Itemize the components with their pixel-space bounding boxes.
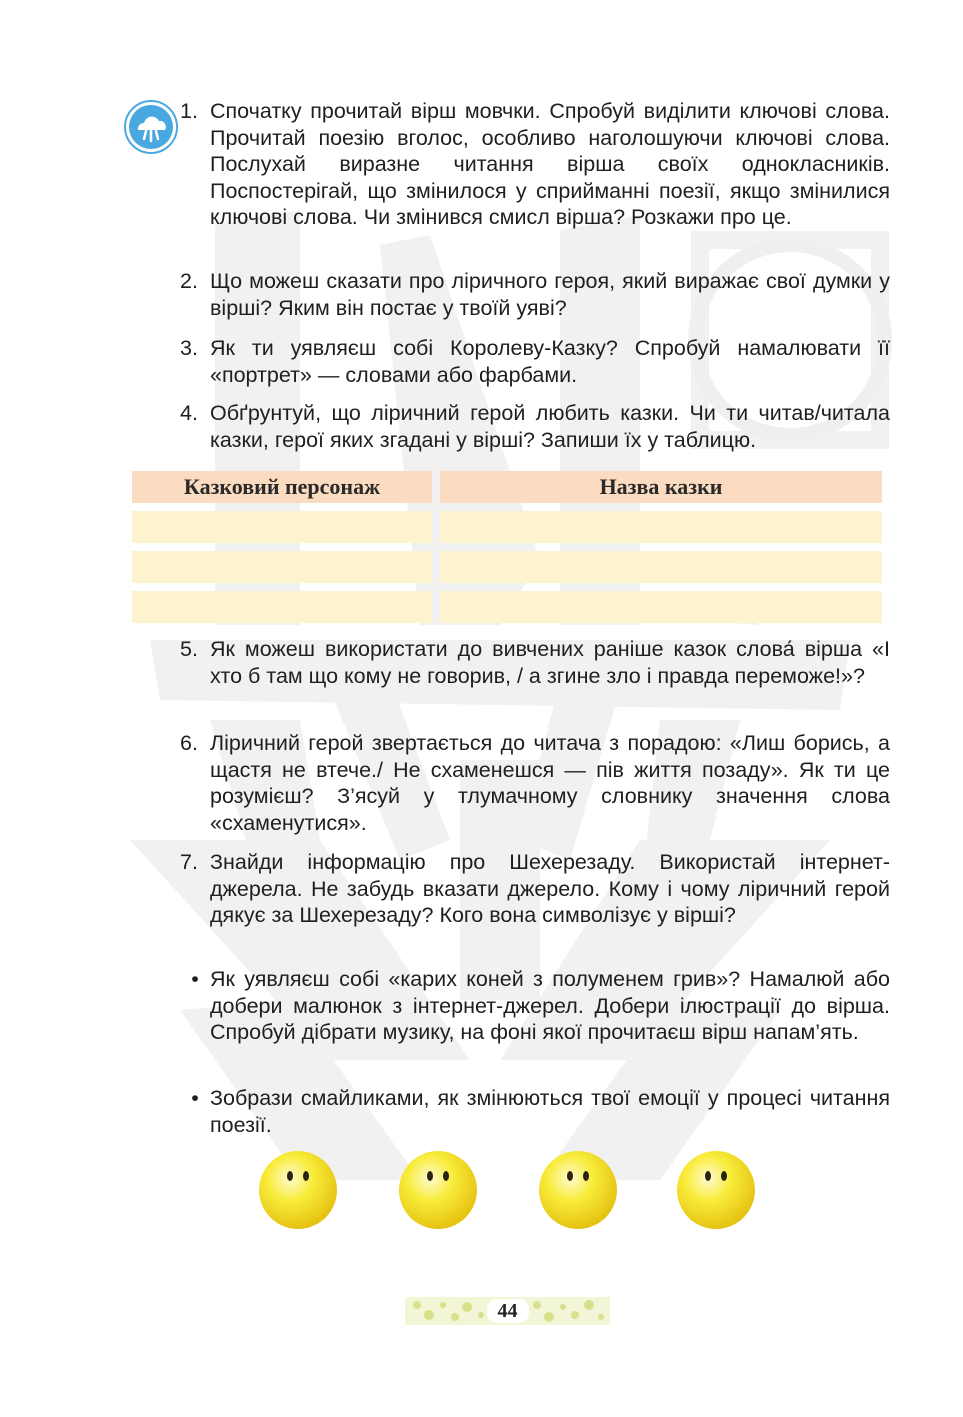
table-header-row	[132, 471, 882, 503]
table-cell[interactable]	[440, 511, 882, 543]
task-2	[180, 268, 890, 321]
bullet-marker: •	[191, 1086, 199, 1110]
task-7	[180, 849, 890, 929]
task-1	[180, 98, 890, 231]
task-number: 5.	[180, 637, 198, 661]
task-5	[180, 636, 890, 689]
table-cell[interactable]	[132, 591, 432, 623]
table-cell[interactable]	[440, 591, 882, 623]
fairy-tale-table	[132, 471, 882, 623]
task-text: Спочатку прочитай вірш мовчки. Спробуй виділити ключові слова. Прочитай поезію вголос, особливо наголошуючи ключові слова. Послухай виразне читання вірша своїх однокласників. Поспостерігай, що змінилося у сприйманні поезії, якщо змінилися ключові слова. Чи змінився смисл вірша? Розкажи про це.	[210, 99, 890, 229]
smiley-face-icon	[676, 1150, 756, 1230]
smiley-face-icon	[258, 1150, 338, 1230]
table-row	[132, 551, 882, 583]
smiley-face-icon	[538, 1150, 618, 1230]
task-number: 7.	[180, 850, 198, 874]
smiley-row	[258, 1150, 758, 1232]
task-text: Як ти уявляєш собі Королеву-Казку? Спробуй намалювати її «портрет» — словами або фарбами.	[210, 336, 890, 387]
table-row	[132, 591, 882, 623]
task-number: 4.	[180, 401, 198, 425]
task-6	[180, 730, 890, 836]
task-text: Зобрази смайликами, як змінюються твої емоції у процесі читання поезії.	[210, 1086, 890, 1137]
table-cell[interactable]	[132, 511, 432, 543]
task-number: 6.	[180, 731, 198, 755]
task-number: 2.	[180, 269, 198, 293]
task-text: Знайди інформацію про Шехерезаду. Використай інтернет-джерела. Не забудь вказати джерело. Кому і чому ліричний герой дякує за Шехерезаду? Кого вона символізує у вірші?	[210, 850, 890, 927]
task-4	[180, 400, 890, 453]
task-3	[180, 335, 890, 388]
table-row	[132, 511, 882, 543]
table-header-tale-title: Назва казки	[440, 471, 882, 503]
task-text: Що можеш сказати про ліричного героя, який виражає свої думки у вірші? Яким він постає у твоїй уяві?	[210, 269, 890, 320]
task-text: Як уявляєш собі «карих коней з полуменем грив»? Намалюй або добери малюнок з інтернет-джерел. Добери ілюстрації до вірша. Спробуй дібрати музику, на фоні якої прочитаєш вірш напам’ять.	[210, 967, 890, 1044]
task-text: Як можеш використати до вивчених раніше казок слова́ вірша «І хто б там що кому не говорив, / а згине зло і правда переможе!»?	[210, 637, 890, 688]
smiley-face-icon	[398, 1150, 478, 1230]
task-number: 3.	[180, 336, 198, 360]
page-number-banner	[405, 1293, 610, 1329]
table-cell[interactable]	[132, 551, 432, 583]
task-number: 1.	[180, 99, 198, 123]
cloud-thought-icon	[124, 100, 178, 154]
bullet-marker: •	[191, 967, 199, 991]
task-text: Ліричний герой звертається до читача з порадою: «Лиш борись, а щастя не втече./ Не схаменешся — пів життя позаду». Як ти це розумієш? З’ясуй у тлумачному словнику значення слова «схаменутися».	[210, 731, 890, 835]
task-bullet-smileys	[180, 1085, 890, 1138]
table-cell[interactable]	[440, 551, 882, 583]
task-bullet-illustrate	[180, 966, 890, 1046]
task-text: Обґрунтуй, що ліричний герой любить казки. Чи ти читав/читала казки, герої яких згадані у вірші? Запиши їх у таблицю.	[210, 401, 890, 452]
page-number: 44	[497, 1299, 518, 1322]
table-header-character: Казковий персонаж	[132, 471, 432, 503]
